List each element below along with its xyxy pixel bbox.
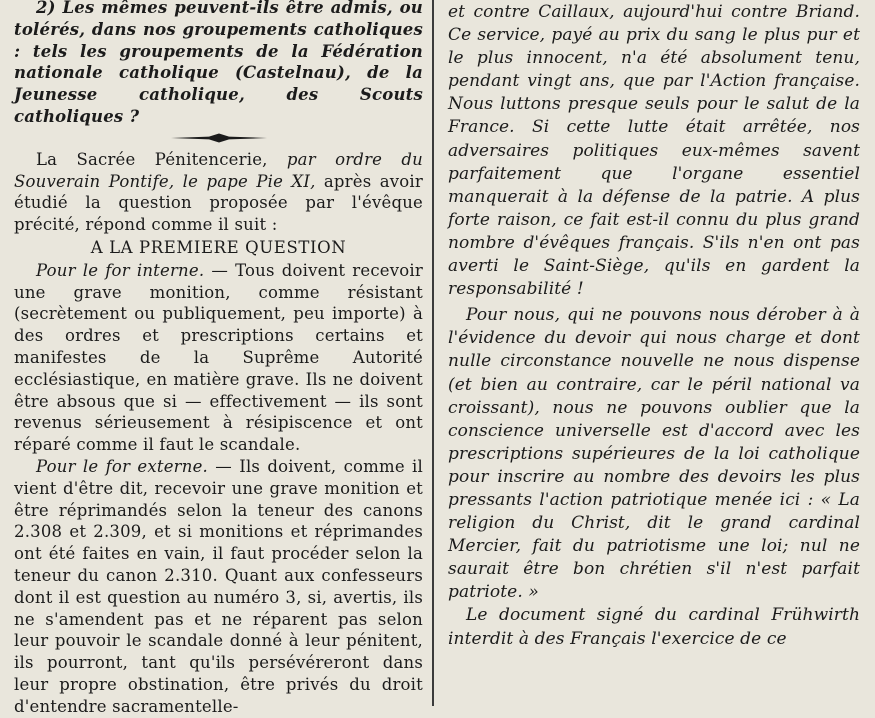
right-paragraph-3: Le document signé du cardinal Frühwirth interdit à des Français l'exercice de ce [448,605,860,649]
for-externe-paragraph [14,456,423,718]
right-column [448,0,860,706]
intro-text-end: après avoir étudié la question proposée par l'évêque précité, répond comme il suit : [14,171,423,235]
column-divider [432,0,434,706]
right-paragraph-2: Pour nous, qui ne pouvons nous dérober à à l'évidence du devoir qui nous charge et dont nulle circonstance nouvelle ne nous dispense (et bien au contraire, car le péril national va croissant), nous ne pouvons oublier que la conscience universelle est d'accord avec les prescriptions supérieures de la loi catholique pour inscrire au nombre des devoirs les plus pressants l'action patriotique menée ici : « La religion du Christ, dit le grand cardinal Mercier, fait du patriotisme une loi; nul ne saurait être bon chrétien s'il n'est parfait patriote. » [448,305,860,603]
ornament-rule-icon [171,133,267,143]
section-ornament [14,133,423,143]
question-two-text: 2) Les mêmes peuvent-ils être admis, ou tolérés, dans nos groupements catholiques : tels les groupements de la Fédération nationale catholique (Castelnau), de la Jeunesse catholique, des Scouts catholiques ? [14,0,423,126]
intro-paragraph [14,149,423,236]
left-column [14,0,424,716]
right-paragraph-1: et contre Caillaux, aujourd'hui contre Briand. Ce service, payé au prix du sang le plus pur et le plus innocent, n'a été absolument tenu, pendant vingt ans, que par l'Action française. Nous luttons presque seuls pour le salut de la France. Si cette lutte était arrêtée, nos adversaires politiques eux-mêmes savent parfaitement que l'organe essentiel manquerait à la défense de la patrie. A plus forte raison, ce fait est-il connu du plus grand nombre d'évêques français. S'ils n'en ont pas averti le Saint-Siège, qu'ils en gardent la responsabilité ! [448,2,860,300]
question-two [14,0,423,128]
intro-text-italic: par ordre du Souverain Pontife, le pape Pie XI, [14,149,423,191]
for-externe-label: Pour le for externe. [36,456,209,476]
for-interne-text: — Tous doivent recevoir une grave monition, comme résistant (secrètement ou publiquement, peu importe) à des ordres et prescriptions certains et manifestes de la Suprême Autorité ecclésiastique, en matière grave. Ils ne doivent être absous que si — effectivement — ils sont revenus sérieusement à résipiscence et ont réparé comme il faut le scandale. [14,260,423,455]
for-interne-paragraph [14,260,423,456]
for-externe-text: — Ils doivent, comme il vient d'être dit, recevoir une grave monition et être réprimandés selon la teneur des canons 2.308 et 2.309, et si monitions et réprimandes ont été faites en vain, il faut procéder selon la teneur du canon 2.310. Quant aux confesseurs dont il est question au numéro 3, si, avertis, ils ne s'amendent pas et ne réparent pas selon leur pouvoir le scandale donné à leur pénitent, ils pourront, tant qu'ils persévéreront dans leur propre obstination, être privés du droit d'entendre sacramentelle- [14,456,424,716]
intro-text-start: La Sacrée Pénitencerie, [36,149,268,169]
for-interne-label: Pour le for interne. [36,260,205,280]
section-heading: A LA PREMIERE QUESTION [90,237,347,257]
